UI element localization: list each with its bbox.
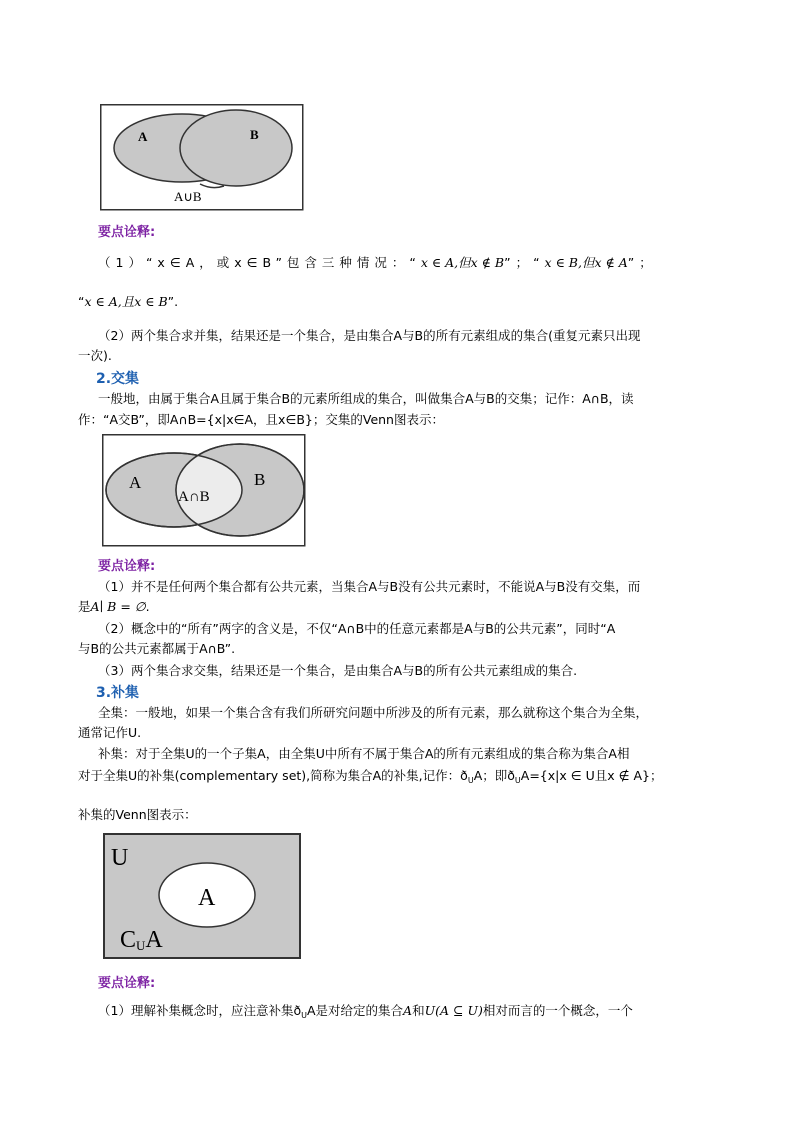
complement-symbol: ð [460, 768, 468, 783]
intersection-note-1-text-a: 是 [78, 599, 91, 614]
complement-note-1-text-a: （1）理解补集概念时，应注意补集 [98, 1003, 294, 1018]
complement-def-text-a: 对于全集U的补集(complementary set),简称为集合A的补集,记作： [78, 768, 461, 783]
union-note-2-line-2: 一次). [78, 348, 112, 363]
complement-note-1-symbol-sub: U [301, 1011, 307, 1020]
universal-set-line-1: 全集：一般地，如果一个集合含有我们所研究问题中所涉及的所有元素，那么就称这个集合为全集， [98, 705, 649, 720]
section-heading-intersection: 2.交集 [96, 371, 140, 387]
union-note-2-line-1: （2）两个集合求并集，结果还是一个集合，是由集合A与B的所有元素组成的集合(重复元素只出现 [98, 328, 641, 343]
union-note-1-math-3: x ∈ A,且x ∈ B [84, 294, 168, 309]
universal-set-line-2: 通常记作U. [78, 725, 142, 740]
union-note-1-text-c: ”； [627, 255, 657, 270]
union-note-1-math-1: x ∈ A,但x ∉ B [420, 255, 505, 270]
intersection-note-3: （3）两个集合求交集，结果还是一个集合，是由集合A与B的所有公共元素组成的集合. [98, 663, 578, 678]
union-note-1-text-d: “ [78, 294, 85, 309]
complement-venn-caption: 补集的Venn图表示： [78, 807, 197, 822]
complement-venn-diagram [103, 833, 301, 959]
complement-symbol-2: ð [507, 768, 515, 783]
intersection-note-1-text-b: . [145, 599, 150, 614]
complement-def-line-2 [78, 765, 718, 791]
complement-label-a: A [198, 885, 216, 911]
complement-note-1-math-2: U(A ⊆ U) [424, 1003, 483, 1018]
complement-label-c-a: A [145, 927, 163, 953]
intersection-def-line-2: 作：“A交B”，即A∩B={x|x∈A，且x∈B}；交集的Venn图表示： [78, 412, 444, 427]
union-note-1-text-a: （1）“x∈A，或x∈B”包含三种情况：“ [98, 255, 421, 270]
complement-note-1-text-c: 和 [412, 1003, 425, 1018]
complement-note-1 [98, 1000, 738, 1026]
complement-symbol-sub-2: U [514, 776, 521, 785]
complement-note-1-text-b: A是对给定的集合 [306, 1003, 404, 1018]
intersection-label-b: B [254, 470, 266, 489]
complement-def-text-c: A={x|x ∈ U且x ∉ A}； [520, 768, 663, 783]
key-points-title-2: 要点诠释: [98, 559, 156, 574]
intersection-note-2-line-1: （2）概念中的“所有”两字的含义是，不仅“A∩B中的任意元素都是A与B的公共元素”，同时“A [98, 621, 616, 636]
intersection-label-ab: A∩B [178, 489, 210, 505]
complement-label-c-sub: U [136, 938, 146, 953]
union-label-a: A [138, 129, 148, 144]
union-caption: A∪B [174, 189, 202, 204]
intersection-def-line-1: 一般地，由属于集合A且属于集合B的元素所组成的集合，叫做集合A与B的交集；记作：A∩B，读 [98, 391, 634, 406]
union-note-1-text-e: ”. [167, 294, 179, 309]
complement-note-1-symbol: ð [293, 1003, 302, 1018]
complement-label-u: U [111, 845, 129, 871]
key-points-title-3: 要点诠释: [98, 976, 156, 991]
complement-def-text-b: A；即 [473, 768, 508, 783]
complement-label-c: C [120, 927, 137, 953]
complement-note-1-math-1: A [403, 1003, 413, 1018]
complement-note-1-text-d: 相对而言的一个概念，一个 [482, 1003, 633, 1018]
intersection-venn-diagram [102, 434, 306, 548]
intersection-note-1-line-2 [78, 596, 718, 617]
section-heading-complement: 3.补集 [96, 685, 140, 701]
intersection-note-1-math: A∣ B = ∅ [90, 599, 146, 614]
intersection-note-2-line-2: 与B的公共元素都属于A∩B”. [78, 641, 236, 656]
key-points-title-1: 要点诠释: [98, 225, 156, 240]
intersection-note-1-line-1: （1）并不是任何两个集合都有公共元素，当集合A与B没有公共元素时，不能说A与B没有交集，而 [98, 579, 641, 594]
union-note-1-math-2: x ∈ B,但x ∉ A [544, 255, 628, 270]
union-note-1 [98, 252, 738, 273]
complement-def-line-1: 补集：对于全集U的一个子集A，由全集U中所有不属于集合A的所有元素组成的集合称为集合A相 [98, 746, 630, 761]
intersection-label-a: A [129, 473, 142, 492]
union-label-b: B [250, 127, 259, 142]
union-note-1-cont [78, 291, 718, 312]
union-note-1-text-b: ”；“ [504, 255, 545, 270]
union-venn-diagram [100, 104, 304, 212]
complement-symbol-sub: U [467, 776, 474, 785]
